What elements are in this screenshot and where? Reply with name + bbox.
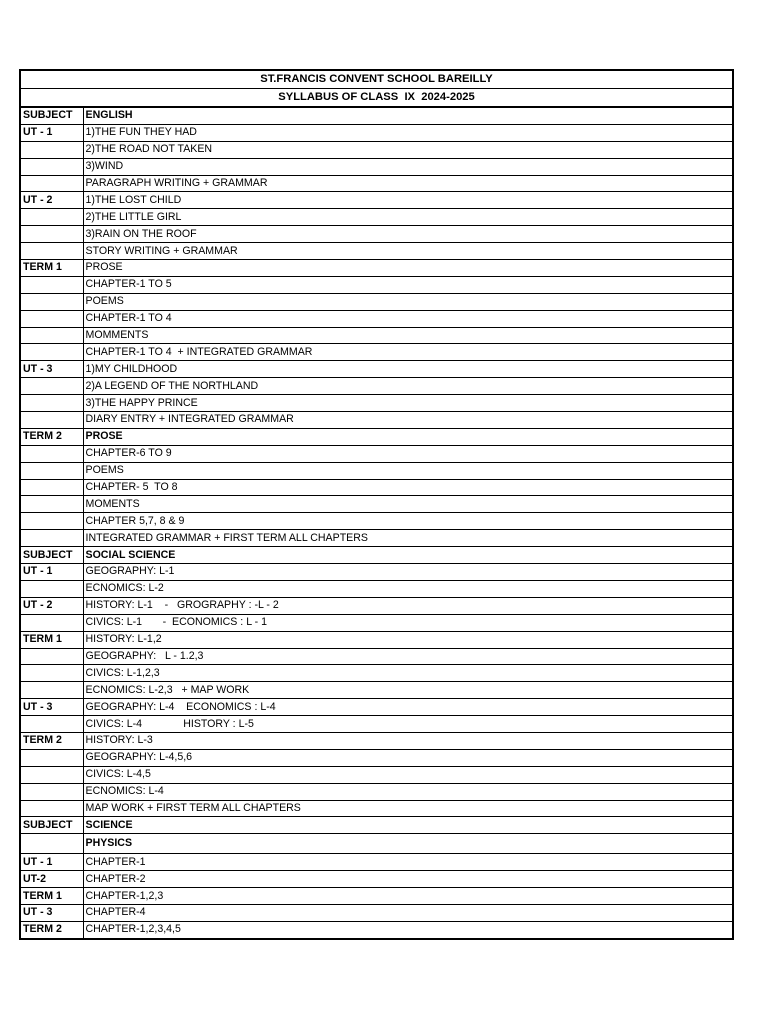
row-label <box>20 276 83 293</box>
row-label: UT - 1 <box>20 124 83 141</box>
row-content: GEOGRAPHY: L-4,5,6 <box>83 749 733 766</box>
row-label <box>20 665 83 682</box>
row-label: SUBJECT <box>20 817 83 834</box>
row-content: CIVICS: L-1,2,3 <box>83 665 733 682</box>
table-row <box>20 310 733 327</box>
table-row <box>20 445 733 462</box>
table-row <box>20 682 733 699</box>
row-label: UT-2 <box>20 871 83 888</box>
row-content: PHYSICS <box>83 834 733 854</box>
row-content: POEMS <box>83 293 733 310</box>
row-label: UT - 1 <box>20 854 83 871</box>
row-content: ECNOMICS: L-2 <box>83 580 733 597</box>
table-row <box>20 462 733 479</box>
row-label <box>20 462 83 479</box>
table-row <box>20 209 733 226</box>
table-row <box>20 564 733 581</box>
row-label <box>20 378 83 395</box>
row-label <box>20 158 83 175</box>
row-content: HISTORY: L-1,2 <box>83 631 733 648</box>
row-content: GEOGRAPHY: L-1 <box>83 564 733 581</box>
row-content: ENGLISH <box>83 107 733 124</box>
row-content: STORY WRITING + GRAMMAR <box>83 243 733 260</box>
row-content: CHAPTER-1 <box>83 854 733 871</box>
row-label <box>20 530 83 547</box>
table-row <box>20 834 733 854</box>
row-content: INTEGRATED GRAMMAR + FIRST TERM ALL CHAPTERS <box>83 530 733 547</box>
table-row <box>20 648 733 665</box>
row-content: CHAPTER-1 TO 4 <box>83 310 733 327</box>
row-content: PROSE <box>83 260 733 277</box>
row-label <box>20 614 83 631</box>
table-row <box>20 496 733 513</box>
table-row <box>20 631 733 648</box>
row-content: CHAPTER-1,2,3,4,5 <box>83 921 733 938</box>
row-label <box>20 800 83 817</box>
row-label <box>20 445 83 462</box>
table-row <box>20 530 733 547</box>
row-label <box>20 749 83 766</box>
table-row <box>20 597 733 614</box>
row-content: MOMENTS <box>83 496 733 513</box>
row-content: MOMMENTS <box>83 327 733 344</box>
table-row <box>20 479 733 496</box>
row-content: SCIENCE <box>83 817 733 834</box>
table-row <box>20 513 733 530</box>
row-label <box>20 648 83 665</box>
title-row <box>20 70 733 89</box>
row-content: CIVICS: L-4,5 <box>83 766 733 783</box>
row-label: SUBJECT <box>20 107 83 124</box>
table-row <box>20 904 733 921</box>
table-row <box>20 665 733 682</box>
table-row <box>20 260 733 277</box>
table-row <box>20 276 733 293</box>
row-label <box>20 412 83 429</box>
row-label: UT - 3 <box>20 699 83 716</box>
row-label: TERM 2 <box>20 428 83 445</box>
row-content: CHAPTER-1 TO 5 <box>83 276 733 293</box>
row-content: 2)THE ROAD NOT TAKEN <box>83 141 733 158</box>
row-content: 3)THE HAPPY PRINCE <box>83 395 733 412</box>
row-content: CHAPTER-2 <box>83 871 733 888</box>
syllabus-title: SYLLABUS OF CLASS IX 2024-2025 <box>20 89 733 108</box>
row-content: 1)MY CHILDHOOD <box>83 361 733 378</box>
table-row <box>20 192 733 209</box>
row-content: CHAPTER-4 <box>83 904 733 921</box>
row-content: CHAPTER- 5 TO 8 <box>83 479 733 496</box>
table-row <box>20 921 733 938</box>
table-row <box>20 547 733 564</box>
row-content: ECNOMICS: L-2,3 + MAP WORK <box>83 682 733 699</box>
table-row <box>20 226 733 243</box>
row-label <box>20 783 83 800</box>
row-label: UT - 3 <box>20 904 83 921</box>
row-content: CHAPTER-6 TO 9 <box>83 445 733 462</box>
row-label <box>20 141 83 158</box>
school-title: ST.FRANCIS CONVENT SCHOOL BAREILLY <box>20 70 733 89</box>
table-row <box>20 175 733 192</box>
row-content: ECNOMICS: L-4 <box>83 783 733 800</box>
row-content: CIVICS: L-1 - ECONOMICS : L - 1 <box>83 614 733 631</box>
row-content: GEOGRAPHY: L - 1.2,3 <box>83 648 733 665</box>
row-content: HISTORY: L-1 - GROGRAPHY : -L - 2 <box>83 597 733 614</box>
row-label <box>20 682 83 699</box>
table-row <box>20 732 733 749</box>
row-content: GEOGRAPHY: L-4 ECONOMICS : L-4 <box>83 699 733 716</box>
row-content: CHAPTER 5,7, 8 & 9 <box>83 513 733 530</box>
row-label: TERM 2 <box>20 921 83 938</box>
table-row <box>20 412 733 429</box>
table-row <box>20 378 733 395</box>
row-label <box>20 479 83 496</box>
table-row <box>20 141 733 158</box>
row-label <box>20 175 83 192</box>
row-content: 2)THE LITTLE GIRL <box>83 209 733 226</box>
table-row <box>20 158 733 175</box>
row-content: PARAGRAPH WRITING + GRAMMAR <box>83 175 733 192</box>
row-label <box>20 580 83 597</box>
row-label <box>20 293 83 310</box>
row-content: MAP WORK + FIRST TERM ALL CHAPTERS <box>83 800 733 817</box>
row-content: 3)WIND <box>83 158 733 175</box>
table-row <box>20 871 733 888</box>
table-row <box>20 124 733 141</box>
row-label <box>20 766 83 783</box>
row-content: CHAPTER-1,2,3 <box>83 888 733 905</box>
table-row <box>20 107 733 124</box>
row-label: UT - 2 <box>20 192 83 209</box>
table-row <box>20 361 733 378</box>
table-row <box>20 783 733 800</box>
row-content: HISTORY: L-3 <box>83 732 733 749</box>
row-label: SUBJECT <box>20 547 83 564</box>
table-row <box>20 580 733 597</box>
table-row <box>20 395 733 412</box>
row-label: UT - 1 <box>20 564 83 581</box>
table-row <box>20 327 733 344</box>
table-row <box>20 888 733 905</box>
row-content: SOCIAL SCIENCE <box>83 547 733 564</box>
row-content: 3)RAIN ON THE ROOF <box>83 226 733 243</box>
row-label: TERM 1 <box>20 888 83 905</box>
row-label <box>20 226 83 243</box>
row-content: CHAPTER-1 TO 4 + INTEGRATED GRAMMAR <box>83 344 733 361</box>
table-row <box>20 817 733 834</box>
table-row <box>20 699 733 716</box>
row-content: 1)THE FUN THEY HAD <box>83 124 733 141</box>
row-content: POEMS <box>83 462 733 479</box>
row-label <box>20 513 83 530</box>
table-row <box>20 800 733 817</box>
table-row <box>20 766 733 783</box>
table-row <box>20 749 733 766</box>
row-label: UT - 2 <box>20 597 83 614</box>
row-label: TERM 1 <box>20 631 83 648</box>
row-label: UT - 3 <box>20 361 83 378</box>
row-label <box>20 344 83 361</box>
row-label <box>20 834 83 854</box>
table-row <box>20 243 733 260</box>
row-content: DIARY ENTRY + INTEGRATED GRAMMAR <box>83 412 733 429</box>
row-content: PROSE <box>83 428 733 445</box>
row-label: TERM 1 <box>20 260 83 277</box>
row-content: CIVICS: L-4 HISTORY : L-5 <box>83 716 733 733</box>
row-label: TERM 2 <box>20 732 83 749</box>
row-label <box>20 327 83 344</box>
table-row <box>20 428 733 445</box>
row-label <box>20 209 83 226</box>
row-label <box>20 243 83 260</box>
row-label <box>20 310 83 327</box>
table-row <box>20 293 733 310</box>
row-label <box>20 496 83 513</box>
row-label <box>20 716 83 733</box>
syllabus-table <box>19 69 734 940</box>
row-content: 1)THE LOST CHILD <box>83 192 733 209</box>
table-row <box>20 854 733 871</box>
table-row <box>20 716 733 733</box>
row-label <box>20 395 83 412</box>
table-row <box>20 614 733 631</box>
table-row <box>20 344 733 361</box>
row-content: 2)A LEGEND OF THE NORTHLAND <box>83 378 733 395</box>
title-row <box>20 89 733 108</box>
